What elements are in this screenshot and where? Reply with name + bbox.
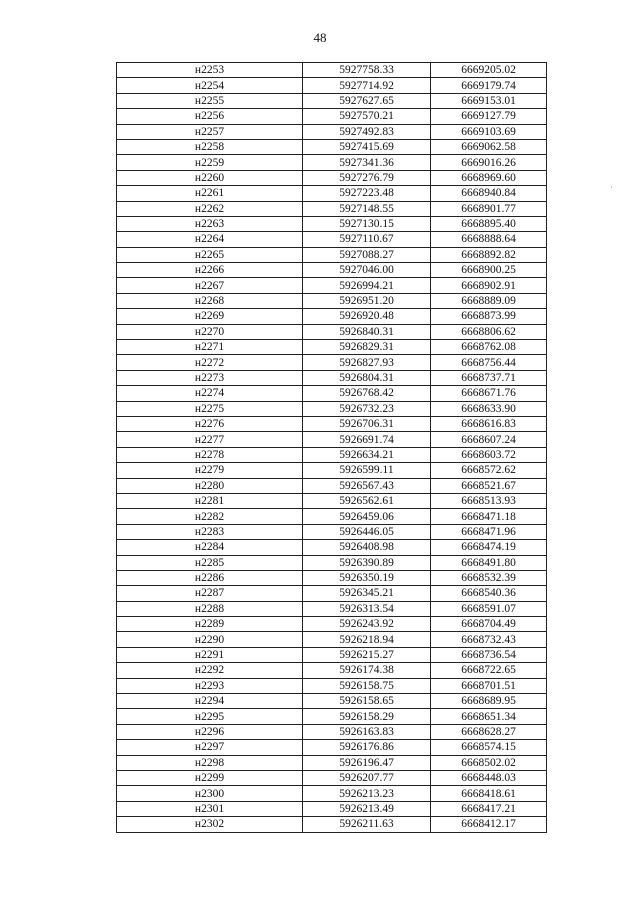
point-id-cell: н2261 <box>117 186 303 201</box>
point-id-cell: н2295 <box>117 709 303 724</box>
point-id-cell: н2272 <box>117 355 303 370</box>
y-coordinate-cell: 6668532.39 <box>431 570 547 585</box>
table-row <box>117 63 547 78</box>
y-coordinate-cell: 6668616.83 <box>431 416 547 431</box>
x-coordinate-cell: 5927758.33 <box>303 63 431 78</box>
x-coordinate-cell: 5927276.79 <box>303 170 431 185</box>
y-coordinate-cell: 6668701.51 <box>431 678 547 693</box>
x-coordinate-cell: 5926350.19 <box>303 570 431 585</box>
x-coordinate-cell: 5926174.38 <box>303 663 431 678</box>
table-row <box>117 509 547 524</box>
x-coordinate-cell: 5926158.65 <box>303 694 431 709</box>
y-coordinate-cell: 6668892.82 <box>431 247 547 262</box>
point-id-cell: н2257 <box>117 124 303 139</box>
table-row <box>117 570 547 585</box>
point-id-cell: н2269 <box>117 309 303 324</box>
table-row <box>117 617 547 632</box>
table-row <box>117 709 547 724</box>
table-row <box>117 755 547 770</box>
table-row <box>117 647 547 662</box>
table-row <box>117 155 547 170</box>
y-coordinate-cell: 6668412.17 <box>431 817 547 832</box>
y-coordinate-cell: 6668901.77 <box>431 201 547 216</box>
point-id-cell: н2266 <box>117 263 303 278</box>
y-coordinate-cell: 6668704.49 <box>431 617 547 632</box>
table-row <box>117 555 547 570</box>
y-coordinate-cell: 6668417.21 <box>431 801 547 816</box>
x-coordinate-cell: 5926840.31 <box>303 324 431 339</box>
x-coordinate-cell: 5927415.69 <box>303 139 431 154</box>
y-coordinate-cell: 6669062.58 <box>431 139 547 154</box>
point-id-cell: н2262 <box>117 201 303 216</box>
x-coordinate-cell: 5926951.20 <box>303 293 431 308</box>
point-id-cell: н2285 <box>117 555 303 570</box>
margin-mark: · <box>610 183 613 192</box>
point-id-cell: н2280 <box>117 478 303 493</box>
y-coordinate-cell: 6668689.95 <box>431 694 547 709</box>
table-row <box>117 386 547 401</box>
page-number: 48 <box>313 30 327 45</box>
point-id-cell: н2260 <box>117 170 303 185</box>
point-id-cell: н2265 <box>117 247 303 262</box>
y-coordinate-cell: 6668969.60 <box>431 170 547 185</box>
table-row <box>117 93 547 108</box>
point-id-cell: н2271 <box>117 340 303 355</box>
table-row <box>117 355 547 370</box>
table-row <box>117 432 547 447</box>
point-id-cell: н2299 <box>117 770 303 785</box>
x-coordinate-cell: 5926163.83 <box>303 724 431 739</box>
y-coordinate-cell: 6668628.27 <box>431 724 547 739</box>
y-coordinate-cell: 6668521.67 <box>431 478 547 493</box>
x-coordinate-cell: 5926994.21 <box>303 278 431 293</box>
x-coordinate-cell: 5926345.21 <box>303 586 431 601</box>
x-coordinate-cell: 5927110.67 <box>303 232 431 247</box>
x-coordinate-cell: 5926732.23 <box>303 401 431 416</box>
x-coordinate-cell: 5926562.61 <box>303 493 431 508</box>
x-coordinate-cell: 5927148.55 <box>303 201 431 216</box>
table-row <box>117 247 547 262</box>
y-coordinate-cell: 6668491.80 <box>431 555 547 570</box>
y-coordinate-cell: 6668902.91 <box>431 278 547 293</box>
point-id-cell: н2297 <box>117 740 303 755</box>
table-row <box>117 370 547 385</box>
x-coordinate-cell: 5926827.93 <box>303 355 431 370</box>
table-row <box>117 263 547 278</box>
point-id-cell: н2270 <box>117 324 303 339</box>
y-coordinate-cell: 6668889.09 <box>431 293 547 308</box>
y-coordinate-cell: 6668471.18 <box>431 509 547 524</box>
y-coordinate-cell: 6668471.96 <box>431 524 547 539</box>
point-id-cell: н2282 <box>117 509 303 524</box>
point-id-cell: н2293 <box>117 678 303 693</box>
table-row <box>117 524 547 539</box>
x-coordinate-cell: 5926768.42 <box>303 386 431 401</box>
x-coordinate-cell: 5926599.11 <box>303 463 431 478</box>
y-coordinate-cell: 6668806.62 <box>431 324 547 339</box>
x-coordinate-cell: 5926215.27 <box>303 647 431 662</box>
x-coordinate-cell: 5927088.27 <box>303 247 431 262</box>
table-row <box>117 493 547 508</box>
x-coordinate-cell: 5927130.15 <box>303 216 431 231</box>
point-id-cell: н2291 <box>117 647 303 662</box>
table-row <box>117 724 547 739</box>
y-coordinate-cell: 6668873.99 <box>431 309 547 324</box>
point-id-cell: н2253 <box>117 63 303 78</box>
x-coordinate-cell: 5926390.89 <box>303 555 431 570</box>
y-coordinate-cell: 6668591.07 <box>431 601 547 616</box>
point-id-cell: н2278 <box>117 447 303 462</box>
y-coordinate-cell: 6668513.93 <box>431 493 547 508</box>
table-row <box>117 278 547 293</box>
table-row <box>117 663 547 678</box>
y-coordinate-cell: 6668732.43 <box>431 632 547 647</box>
x-coordinate-cell: 5926176.86 <box>303 740 431 755</box>
point-id-cell: н2273 <box>117 370 303 385</box>
x-coordinate-cell: 5926213.23 <box>303 786 431 801</box>
point-id-cell: н2275 <box>117 401 303 416</box>
table-row <box>117 216 547 231</box>
x-coordinate-cell: 5927223.48 <box>303 186 431 201</box>
table-row <box>117 139 547 154</box>
point-id-cell: н2281 <box>117 493 303 508</box>
x-coordinate-cell: 5926459.06 <box>303 509 431 524</box>
x-coordinate-cell: 5927570.21 <box>303 109 431 124</box>
y-coordinate-cell: 6669205.02 <box>431 63 547 78</box>
coordinates-table-body <box>117 63 547 833</box>
y-coordinate-cell: 6668671.76 <box>431 386 547 401</box>
x-coordinate-cell: 5926634.21 <box>303 447 431 462</box>
table-row <box>117 293 547 308</box>
table-row <box>117 478 547 493</box>
y-coordinate-cell: 6668448.03 <box>431 770 547 785</box>
point-id-cell: н2286 <box>117 570 303 585</box>
point-id-cell: н2284 <box>117 540 303 555</box>
point-id-cell: н2263 <box>117 216 303 231</box>
table-row <box>117 124 547 139</box>
table-row <box>117 201 547 216</box>
table-row <box>117 740 547 755</box>
point-id-cell: н2259 <box>117 155 303 170</box>
y-coordinate-cell: 6669103.69 <box>431 124 547 139</box>
point-id-cell: н2290 <box>117 632 303 647</box>
x-coordinate-cell: 5926158.29 <box>303 709 431 724</box>
y-coordinate-cell: 6668474.19 <box>431 540 547 555</box>
y-coordinate-cell: 6668572.62 <box>431 463 547 478</box>
y-coordinate-cell: 6668502.02 <box>431 755 547 770</box>
table-row <box>117 678 547 693</box>
x-coordinate-cell: 5926920.48 <box>303 309 431 324</box>
x-coordinate-cell: 5927341.36 <box>303 155 431 170</box>
x-coordinate-cell: 5927492.83 <box>303 124 431 139</box>
y-coordinate-cell: 6668574.15 <box>431 740 547 755</box>
point-id-cell: н2279 <box>117 463 303 478</box>
x-coordinate-cell: 5926567.43 <box>303 478 431 493</box>
point-id-cell: н2276 <box>117 416 303 431</box>
table-row <box>117 447 547 462</box>
point-id-cell: н2302 <box>117 817 303 832</box>
table-row <box>117 340 547 355</box>
x-coordinate-cell: 5927627.65 <box>303 93 431 108</box>
table-row <box>117 109 547 124</box>
table-row <box>117 601 547 616</box>
table-row <box>117 186 547 201</box>
y-coordinate-cell: 6668756.44 <box>431 355 547 370</box>
y-coordinate-cell: 6668722.65 <box>431 663 547 678</box>
table-row <box>117 632 547 647</box>
table-row <box>117 770 547 785</box>
table-row <box>117 170 547 185</box>
table-row <box>117 416 547 431</box>
x-coordinate-cell: 5926313.54 <box>303 601 431 616</box>
point-id-cell: н2300 <box>117 786 303 801</box>
point-id-cell: н2256 <box>117 109 303 124</box>
point-id-cell: н2287 <box>117 586 303 601</box>
y-coordinate-cell: 6669179.74 <box>431 78 547 93</box>
table-row <box>117 540 547 555</box>
x-coordinate-cell: 5926706.31 <box>303 416 431 431</box>
x-coordinate-cell: 5926408.98 <box>303 540 431 555</box>
x-coordinate-cell: 5926211.63 <box>303 817 431 832</box>
y-coordinate-cell: 6668418.61 <box>431 786 547 801</box>
point-id-cell: н2264 <box>117 232 303 247</box>
table-row <box>117 586 547 601</box>
point-id-cell: н2301 <box>117 801 303 816</box>
y-coordinate-cell: 6668900.25 <box>431 263 547 278</box>
coordinates-table <box>116 62 547 833</box>
y-coordinate-cell: 6668651.34 <box>431 709 547 724</box>
table-row <box>117 694 547 709</box>
point-id-cell: н2298 <box>117 755 303 770</box>
point-id-cell: н2289 <box>117 617 303 632</box>
y-coordinate-cell: 6668895.40 <box>431 216 547 231</box>
x-coordinate-cell: 5926213.49 <box>303 801 431 816</box>
point-id-cell: н2292 <box>117 663 303 678</box>
point-id-cell: н2294 <box>117 694 303 709</box>
point-id-cell: н2277 <box>117 432 303 447</box>
x-coordinate-cell: 5926804.31 <box>303 370 431 385</box>
x-coordinate-cell: 5926196.47 <box>303 755 431 770</box>
y-coordinate-cell: 6668888.64 <box>431 232 547 247</box>
x-coordinate-cell: 5926207.77 <box>303 770 431 785</box>
table-row <box>117 232 547 247</box>
y-coordinate-cell: 6669016.26 <box>431 155 547 170</box>
x-coordinate-cell: 5926829.31 <box>303 340 431 355</box>
table-row <box>117 324 547 339</box>
y-coordinate-cell: 6668940.84 <box>431 186 547 201</box>
x-coordinate-cell: 5926446.05 <box>303 524 431 539</box>
point-id-cell: н2255 <box>117 93 303 108</box>
y-coordinate-cell: 6669153.01 <box>431 93 547 108</box>
point-id-cell: н2254 <box>117 78 303 93</box>
x-coordinate-cell: 5927046.00 <box>303 263 431 278</box>
y-coordinate-cell: 6668633.90 <box>431 401 547 416</box>
y-coordinate-cell: 6668762.08 <box>431 340 547 355</box>
point-id-cell: н2288 <box>117 601 303 616</box>
point-id-cell: н2268 <box>117 293 303 308</box>
x-coordinate-cell: 5926218.94 <box>303 632 431 647</box>
table-row <box>117 817 547 832</box>
table-row <box>117 463 547 478</box>
x-coordinate-cell: 5927714.92 <box>303 78 431 93</box>
table-row <box>117 401 547 416</box>
point-id-cell: н2296 <box>117 724 303 739</box>
table-row <box>117 801 547 816</box>
x-coordinate-cell: 5926691.74 <box>303 432 431 447</box>
table-row <box>117 786 547 801</box>
table-row <box>117 309 547 324</box>
table-row <box>117 78 547 93</box>
point-id-cell: н2267 <box>117 278 303 293</box>
y-coordinate-cell: 6668540.36 <box>431 586 547 601</box>
x-coordinate-cell: 5926158.75 <box>303 678 431 693</box>
y-coordinate-cell: 6668736.54 <box>431 647 547 662</box>
y-coordinate-cell: 6668737.71 <box>431 370 547 385</box>
y-coordinate-cell: 6668607.24 <box>431 432 547 447</box>
point-id-cell: н2274 <box>117 386 303 401</box>
point-id-cell: н2283 <box>117 524 303 539</box>
point-id-cell: н2258 <box>117 139 303 154</box>
y-coordinate-cell: 6669127.79 <box>431 109 547 124</box>
x-coordinate-cell: 5926243.92 <box>303 617 431 632</box>
y-coordinate-cell: 6668603.72 <box>431 447 547 462</box>
